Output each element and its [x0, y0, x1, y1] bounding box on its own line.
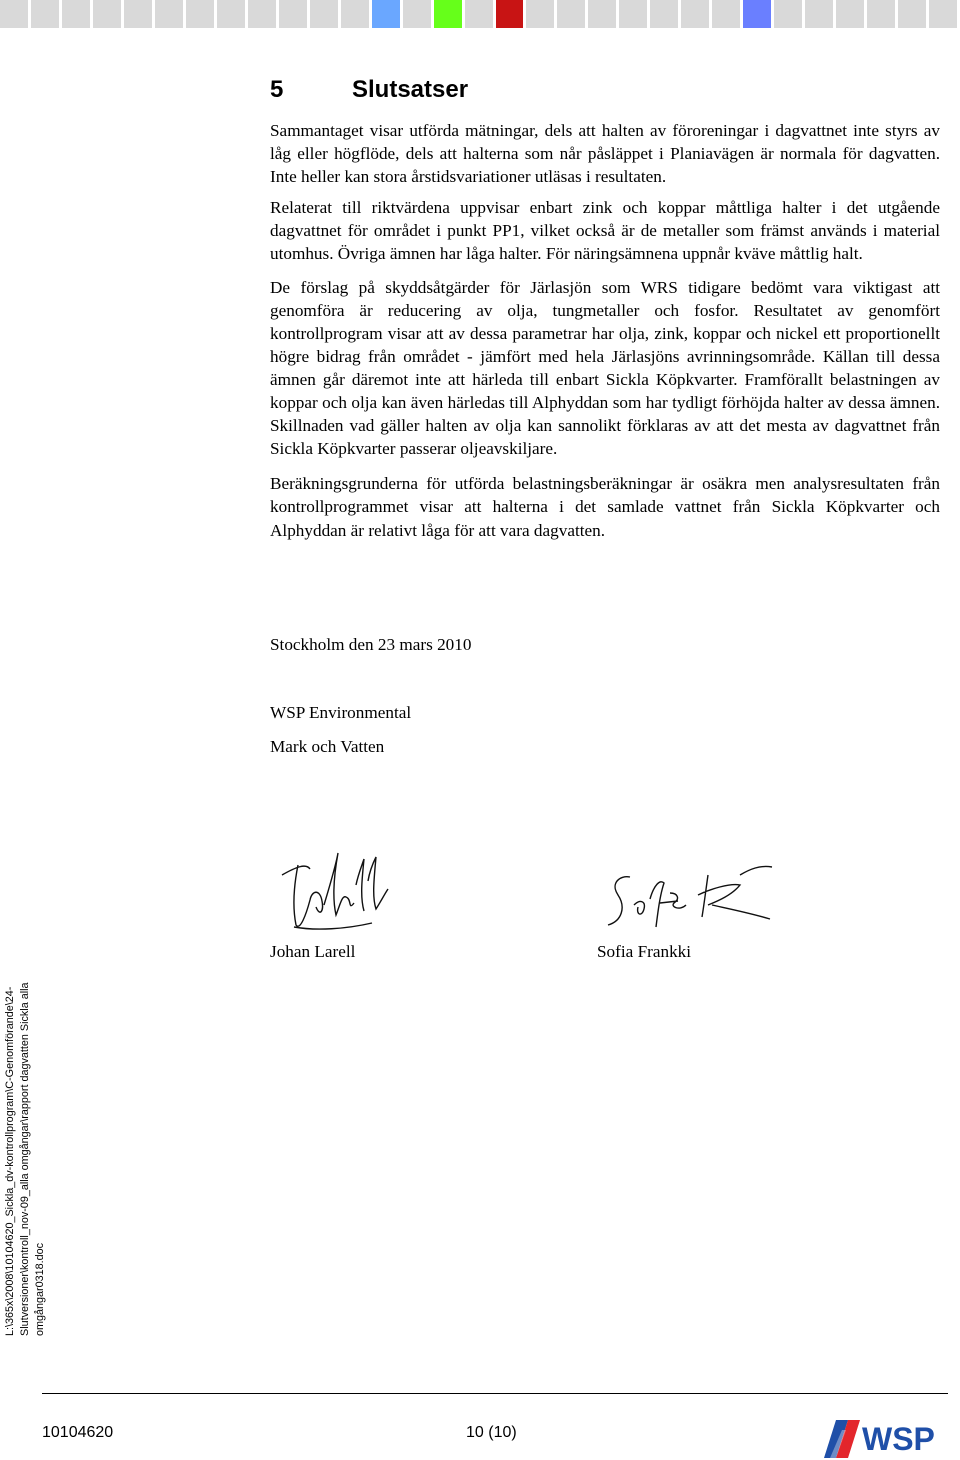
color-square: [898, 0, 926, 28]
color-square: [248, 0, 276, 28]
color-square: [712, 0, 740, 28]
color-square: [774, 0, 802, 28]
logo-text: WSP: [862, 1421, 935, 1457]
color-square: [650, 0, 678, 28]
color-square: [186, 0, 214, 28]
section-title: Slutsatser: [352, 76, 469, 103]
section-heading: [270, 76, 468, 104]
color-square: [588, 0, 616, 28]
color-square: [93, 0, 121, 28]
color-square: [465, 0, 493, 28]
color-square: [279, 0, 307, 28]
color-square: [0, 0, 28, 28]
color-square: [155, 0, 183, 28]
place-date: Stockholm den 23 mars 2010: [270, 635, 472, 654]
signer-name: Sofia Frankki: [597, 942, 692, 961]
company-name: WSP Environmental: [270, 703, 412, 722]
color-square: [867, 0, 895, 28]
document-number: 10104620: [42, 1424, 114, 1441]
color-square: [743, 0, 771, 28]
paragraph: Relaterat till riktvärdena uppvisar enbart zink och koppar måttliga halter i det utgående dagvattnet för området i punkt PP1, vilket också är de metaller som främst används i material utomhus. Övriga ämnen har låga halter. För näringsämnena uppnår kväve måttlig halt.: [270, 198, 940, 264]
wsp-logo: [822, 1412, 948, 1460]
signature-johan-larell: [276, 845, 396, 935]
file-path-line: omgångar0318.doc: [34, 1242, 46, 1336]
color-square: [836, 0, 864, 28]
color-square: [557, 0, 585, 28]
color-square: [403, 0, 431, 28]
paragraph: Sammantaget visar utförda mätningar, dels att halten av föroreningar i dagvattnet inte styrs av låg eller högflöde, dels att halterna som når påsläppet i Planiavägen är normala för dagvatten. Inte heller kan stora årstidsvariationer utläsas i resultaten.: [270, 121, 940, 187]
color-square: [619, 0, 647, 28]
color-strip: [0, 0, 960, 36]
color-square: [496, 0, 524, 28]
color-square: [31, 0, 59, 28]
color-square: [310, 0, 338, 28]
color-square: [124, 0, 152, 28]
color-square: [805, 0, 833, 28]
color-square: [62, 0, 90, 28]
color-square: [341, 0, 369, 28]
signature-sofia-frankki: [600, 865, 780, 935]
color-square: [681, 0, 709, 28]
signer-name: Johan Larell: [270, 942, 356, 961]
department-name: Mark och Vatten: [270, 737, 385, 756]
color-square: [372, 0, 400, 28]
file-path-line: L:\365x\2008\10104620_Sickla_dv-kontrollprogram\C-Genomförande\24-: [4, 986, 16, 1336]
body-text: [270, 119, 940, 550]
file-path: [3, 956, 48, 1336]
file-path-line: Slutversioner\kontroll_nov-09_alla omgångar\rapport dagvatten Sickla alla: [19, 982, 31, 1336]
color-square: [929, 0, 957, 28]
paragraph: De förslag på skyddsåtgärder för Järlasjön som WRS tidigare bedömt vara viktigast att genomföra är reducering av olja, tungmetaller och fosfor. Resultatet av genomfört kontrollprogram visar att av dessa parametrar har olja, zink, koppar och nickel ett proportionellt högre bidrag från området - jämfört med hela Järlasjöns avrinningsområde. Källan till dessa ämnen går däremot inte att härleda till enbart Sickla Köpkvarter. Framförallt belastningen av koppar och olja kan även härledas till Alphyddan som har tydligt förhöjda halter av dessa ämnen. Skillnaden vad gäller halten av olja kan sannolikt förklaras av att det mesta av dagvattnet från Sickla Köpkvarter passerar oljeavskiljare.: [270, 277, 940, 459]
page-number: 10 (10): [466, 1424, 517, 1441]
color-square: [526, 0, 554, 28]
footer-divider: [42, 1393, 948, 1394]
color-square: [434, 0, 462, 28]
paragraph: Beräkningsgrunderna för utförda belastningsberäkningar är osäkra men analysresultaten från kontrollprogrammet visar att halterna i det samlade vattnet från Sickla Köpkvarter och Alphyddan är relativt låga för att vara dagvatten.: [270, 474, 940, 540]
color-square: [217, 0, 245, 28]
section-number: 5: [270, 76, 284, 103]
